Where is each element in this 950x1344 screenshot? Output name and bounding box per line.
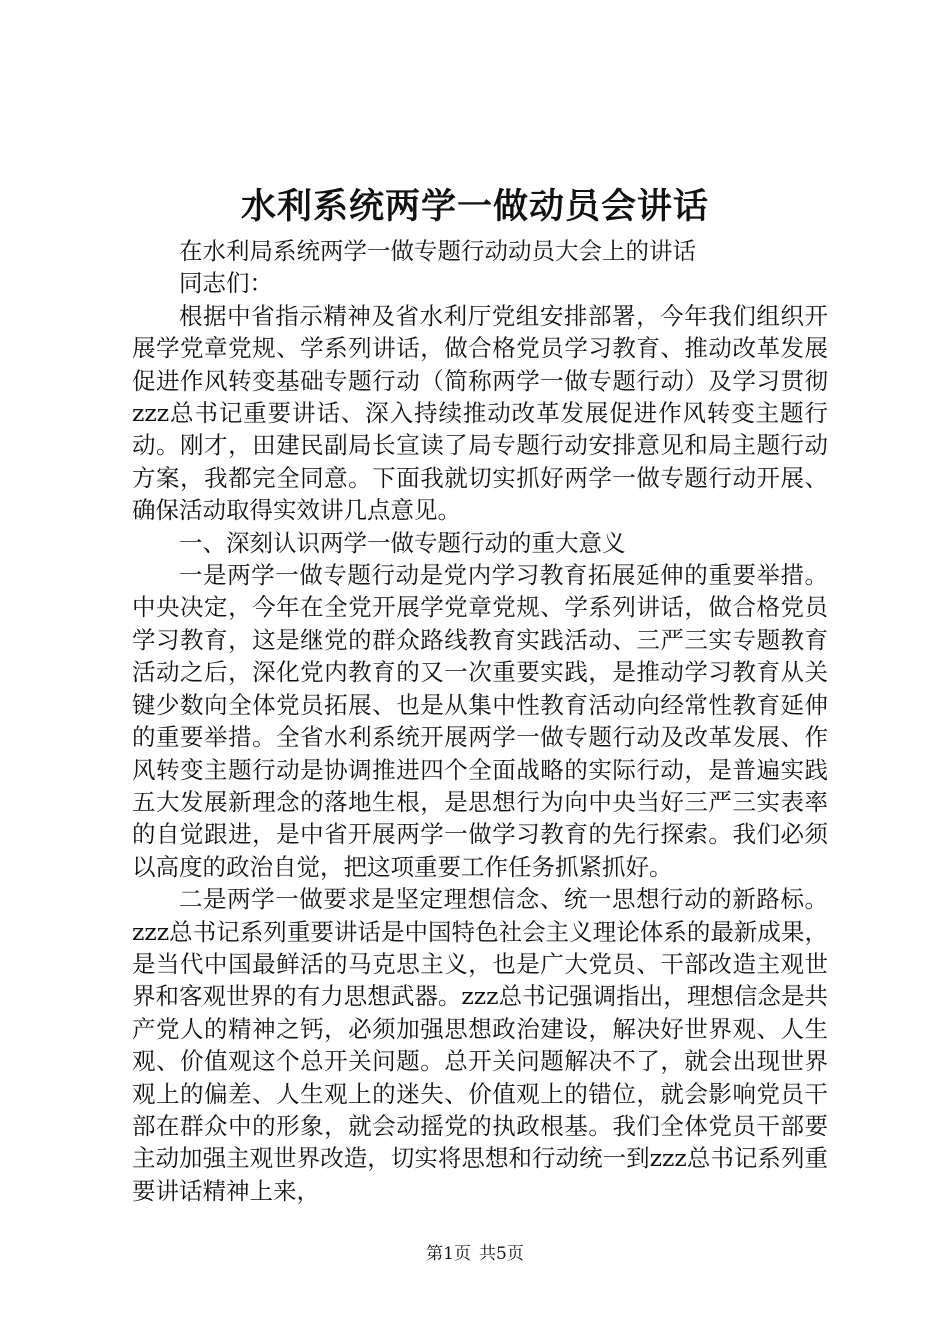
document-title: 水利系统两学一做动员会讲话 bbox=[240, 186, 709, 227]
body-paragraph: 二是两学一做要求是坚定理想信念、统一思想行动的新路标。zzz总书记系列重要讲话是中国特色社会主义理论体系的最新成果，是当代中国最鲜活的马克思主义，也是广大党员、干部改造主观世界和客观世界的有力思想武器。zzz总书记强调指出，理想信念是共产党人的精神之钙，必须加强思想政治建设，解决好世界观、人生观、价值观这个总开关问题。总开关问题解决不了，就会出现世界观上的偏差、人生观上的迷失、价值观上的错位，就会影响党员干部在群众中的形象，就会动摇党的执政根基。我们全体党员干部要主动加强主观世界改造，切实将思想和行动统一到zzz总书记系列重要讲话精神上来， bbox=[132, 885, 828, 1205]
body-paragraph: 一是两学一做专题行动是党内学习教育拓展延伸的重要举措。中央决定，今年在全党开展学党章党规、学系列讲话，做合格党员学习教育，这是继党的群众路线教育实践活动、三严三实专题教育活动之后，深化党内教育的又一次重要实践，是推动学习教育从关键少数向全体党员拓展、也是从集中性教育活动向经常性教育延伸的重要举措。全省水利系统开展两学一做专题行动及改革发展、作风转变主题行动是协调推进四个全面战略的实际行动，是普遍实践五大发展新理念的落地生根，是思想行为向中央当好三严三实表率的自觉跟进，是中省开展两学一做学习教育的先行探索。我们必须以高度的政治自觉，把这项重要工作任务抓紧抓好。 bbox=[132, 561, 828, 881]
section-heading: 一、深刻认识两学一做专题行动的重大意义 bbox=[179, 528, 626, 557]
body-paragraph: 根据中省指示精神及省水利厅党组安排部署，今年我们组织开展学党章党规、学系列讲话，做合格党员学习教育、推动改革发展促进作风转变基础专题行动（简称两学一做专题行动）及学习贯彻zzz总书记重要讲话、深入持续推动改革发展促进作风转变主题行动。刚才，田建民副局长宣读了局专题行动安排意见和局主题行动方案，我都完全同意。下面我就切实抓好两学一做专题行动开展、确保活动取得实效讲几点意见。 bbox=[132, 301, 828, 525]
document-body bbox=[132, 235, 828, 1207]
page-total: 共5页 bbox=[479, 1244, 524, 1264]
salutation-paragraph: 同志们： bbox=[179, 269, 273, 298]
page-number: 第1页 bbox=[426, 1244, 471, 1264]
subtitle-paragraph: 在水利局系统两学一做专题行动动员大会上的讲话 bbox=[179, 237, 696, 265]
page-footer bbox=[0, 1242, 950, 1266]
